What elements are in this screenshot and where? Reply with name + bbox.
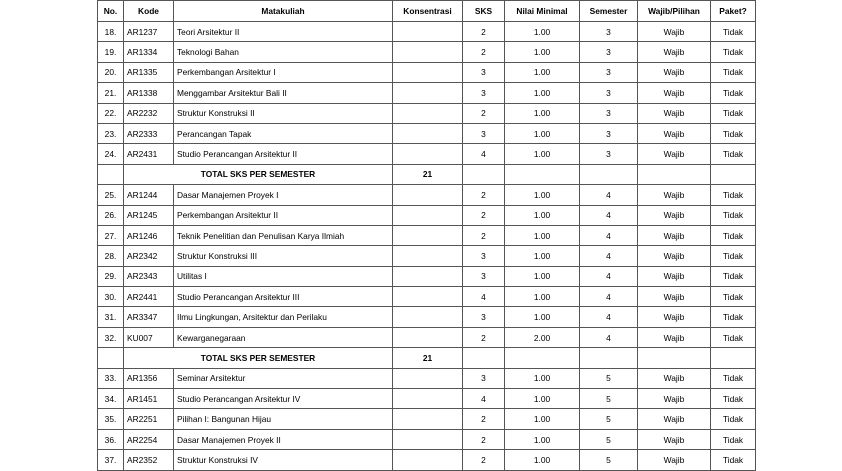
header-paket: Paket?	[711, 1, 756, 22]
cell-wajib-pilihan: Wajib	[638, 246, 711, 266]
cell-nilai-minimal: 1.00	[505, 450, 580, 470]
table-row	[98, 42, 756, 62]
cell-wajib-pilihan: Wajib	[638, 42, 711, 62]
cell-konsentrasi	[393, 246, 463, 266]
cell-matakuliah: Studio Perancangan Arsitektur II	[174, 144, 393, 164]
cell-no: 31.	[98, 307, 124, 327]
table-row	[98, 429, 756, 449]
cell-wajib-pilihan: Wajib	[638, 123, 711, 143]
cell-konsentrasi	[393, 389, 463, 409]
cell-kode: AR2343	[124, 266, 174, 286]
cell-matakuliah: Pilihan I: Bangunan Hijau	[174, 409, 393, 429]
cell-semester: 4	[580, 287, 638, 307]
cell-matakuliah: Struktur Konstruksi III	[174, 246, 393, 266]
cell-wajib-pilihan: Wajib	[638, 450, 711, 470]
cell-nilai-minimal: 1.00	[505, 246, 580, 266]
table-row	[98, 83, 756, 103]
cell-matakuliah: Kewarganegaraan	[174, 327, 393, 347]
cell-paket: Tidak	[711, 103, 756, 123]
course-table	[97, 0, 756, 471]
total-empty-cell	[463, 164, 505, 184]
total-empty-cell	[580, 348, 638, 368]
cell-paket: Tidak	[711, 185, 756, 205]
cell-paket: Tidak	[711, 22, 756, 42]
total-value: 21	[393, 348, 463, 368]
cell-konsentrasi	[393, 327, 463, 347]
cell-paket: Tidak	[711, 287, 756, 307]
header-semester: Semester	[580, 1, 638, 22]
cell-konsentrasi	[393, 307, 463, 327]
total-empty-cell	[580, 164, 638, 184]
cell-konsentrasi	[393, 450, 463, 470]
cell-sks: 3	[463, 62, 505, 82]
cell-wajib-pilihan: Wajib	[638, 144, 711, 164]
total-empty-cell	[505, 164, 580, 184]
total-row	[98, 348, 756, 368]
cell-kode: AR1334	[124, 42, 174, 62]
cell-wajib-pilihan: Wajib	[638, 62, 711, 82]
cell-nilai-minimal: 1.00	[505, 185, 580, 205]
cell-konsentrasi	[393, 287, 463, 307]
cell-paket: Tidak	[711, 307, 756, 327]
cell-sks: 3	[463, 368, 505, 388]
cell-kode: AR1335	[124, 62, 174, 82]
cell-nilai-minimal: 1.00	[505, 266, 580, 286]
header-konsentrasi: Konsentrasi	[393, 1, 463, 22]
cell-nilai-minimal: 1.00	[505, 205, 580, 225]
cell-matakuliah: Dasar Manajemen Proyek II	[174, 429, 393, 449]
cell-sks: 2	[463, 225, 505, 245]
cell-nilai-minimal: 1.00	[505, 389, 580, 409]
header-sks: SKS	[463, 1, 505, 22]
total-empty-cell	[638, 348, 711, 368]
cell-matakuliah: Utilitas I	[174, 266, 393, 286]
cell-matakuliah: Teori Arsitektur II	[174, 22, 393, 42]
cell-konsentrasi	[393, 185, 463, 205]
cell-no: 28.	[98, 246, 124, 266]
cell-paket: Tidak	[711, 450, 756, 470]
cell-sks: 3	[463, 83, 505, 103]
table-row	[98, 409, 756, 429]
cell-wajib-pilihan: Wajib	[638, 185, 711, 205]
cell-paket: Tidak	[711, 83, 756, 103]
total-empty-cell	[463, 348, 505, 368]
cell-wajib-pilihan: Wajib	[638, 307, 711, 327]
cell-semester: 4	[580, 266, 638, 286]
cell-no: 20.	[98, 62, 124, 82]
cell-wajib-pilihan: Wajib	[638, 266, 711, 286]
cell-wajib-pilihan: Wajib	[638, 22, 711, 42]
cell-wajib-pilihan: Wajib	[638, 409, 711, 429]
cell-semester: 3	[580, 144, 638, 164]
cell-semester: 3	[580, 42, 638, 62]
cell-semester: 4	[580, 327, 638, 347]
header-no: No.	[98, 1, 124, 22]
cell-sks: 3	[463, 123, 505, 143]
table-row	[98, 266, 756, 286]
cell-semester: 3	[580, 22, 638, 42]
cell-sks: 4	[463, 389, 505, 409]
cell-no: 36.	[98, 429, 124, 449]
cell-kode: AR2251	[124, 409, 174, 429]
cell-nilai-minimal: 1.00	[505, 409, 580, 429]
cell-sks: 2	[463, 450, 505, 470]
cell-paket: Tidak	[711, 389, 756, 409]
table-row	[98, 144, 756, 164]
total-empty-cell	[505, 348, 580, 368]
table-row	[98, 62, 756, 82]
cell-no: 26.	[98, 205, 124, 225]
total-label: TOTAL SKS PER SEMESTER	[124, 348, 393, 368]
table-row	[98, 389, 756, 409]
cell-sks: 2	[463, 185, 505, 205]
cell-semester: 3	[580, 62, 638, 82]
table-row	[98, 205, 756, 225]
cell-wajib-pilihan: Wajib	[638, 429, 711, 449]
cell-matakuliah: Ilmu Lingkungan, Arsitektur dan Perilaku	[174, 307, 393, 327]
cell-konsentrasi	[393, 225, 463, 245]
cell-sks: 2	[463, 327, 505, 347]
cell-semester: 4	[580, 205, 638, 225]
cell-semester: 5	[580, 368, 638, 388]
cell-matakuliah: Studio Perancangan Arsitektur IV	[174, 389, 393, 409]
total-empty-cell	[711, 164, 756, 184]
cell-nilai-minimal: 1.00	[505, 368, 580, 388]
cell-kode: AR1245	[124, 205, 174, 225]
cell-konsentrasi	[393, 368, 463, 388]
cell-paket: Tidak	[711, 266, 756, 286]
cell-konsentrasi	[393, 205, 463, 225]
cell-matakuliah: Menggambar Arsitektur Bali II	[174, 83, 393, 103]
cell-konsentrasi	[393, 83, 463, 103]
cell-paket: Tidak	[711, 327, 756, 347]
cell-konsentrasi	[393, 103, 463, 123]
cell-nilai-minimal: 2.00	[505, 327, 580, 347]
cell-kode: AR2333	[124, 123, 174, 143]
cell-kode: AR3347	[124, 307, 174, 327]
cell-no: 29.	[98, 266, 124, 286]
cell-wajib-pilihan: Wajib	[638, 368, 711, 388]
cell-semester: 5	[580, 409, 638, 429]
cell-kode: AR1237	[124, 22, 174, 42]
cell-matakuliah: Perancangan Tapak	[174, 123, 393, 143]
total-row	[98, 164, 756, 184]
cell-kode: AR1356	[124, 368, 174, 388]
cell-no: 24.	[98, 144, 124, 164]
cell-nilai-minimal: 1.00	[505, 123, 580, 143]
cell-nilai-minimal: 1.00	[505, 62, 580, 82]
cell-kode: AR1451	[124, 389, 174, 409]
cell-sks: 2	[463, 103, 505, 123]
cell-sks: 3	[463, 307, 505, 327]
cell-kode: AR2342	[124, 246, 174, 266]
cell-wajib-pilihan: Wajib	[638, 103, 711, 123]
cell-konsentrasi	[393, 22, 463, 42]
cell-semester: 4	[580, 307, 638, 327]
cell-konsentrasi	[393, 409, 463, 429]
cell-semester: 5	[580, 450, 638, 470]
cell-no: 30.	[98, 287, 124, 307]
total-no-cell	[98, 164, 124, 184]
cell-nilai-minimal: 1.00	[505, 144, 580, 164]
cell-no: 23.	[98, 123, 124, 143]
cell-kode: AR2232	[124, 103, 174, 123]
cell-sks: 2	[463, 42, 505, 62]
cell-sks: 3	[463, 246, 505, 266]
cell-no: 37.	[98, 450, 124, 470]
cell-sks: 2	[463, 409, 505, 429]
table-row	[98, 185, 756, 205]
header-matakuliah: Matakuliah	[174, 1, 393, 22]
cell-wajib-pilihan: Wajib	[638, 225, 711, 245]
table-row	[98, 246, 756, 266]
cell-matakuliah: Studio Perancangan Arsitektur III	[174, 287, 393, 307]
cell-nilai-minimal: 1.00	[505, 225, 580, 245]
cell-paket: Tidak	[711, 246, 756, 266]
cell-semester: 4	[580, 185, 638, 205]
cell-semester: 4	[580, 246, 638, 266]
cell-matakuliah: Struktur Konstruksi IV	[174, 450, 393, 470]
cell-kode: AR1246	[124, 225, 174, 245]
cell-semester: 3	[580, 103, 638, 123]
header-kode: Kode	[124, 1, 174, 22]
header-nilai-minimal: Nilai Minimal	[505, 1, 580, 22]
cell-paket: Tidak	[711, 409, 756, 429]
cell-no: 19.	[98, 42, 124, 62]
cell-matakuliah: Seminar Arsitektur	[174, 368, 393, 388]
header-row	[98, 1, 756, 22]
cell-matakuliah: Teknologi Bahan	[174, 42, 393, 62]
table-body	[98, 22, 756, 471]
cell-matakuliah: Dasar Manajemen Proyek I	[174, 185, 393, 205]
cell-semester: 3	[580, 83, 638, 103]
cell-no: 27.	[98, 225, 124, 245]
table-row	[98, 368, 756, 388]
cell-nilai-minimal: 1.00	[505, 42, 580, 62]
cell-konsentrasi	[393, 266, 463, 286]
cell-nilai-minimal: 1.00	[505, 287, 580, 307]
cell-no: 18.	[98, 22, 124, 42]
cell-semester: 4	[580, 225, 638, 245]
total-value: 21	[393, 164, 463, 184]
cell-matakuliah: Struktur Konstruksi II	[174, 103, 393, 123]
cell-nilai-minimal: 1.00	[505, 83, 580, 103]
cell-no: 35.	[98, 409, 124, 429]
table-row	[98, 287, 756, 307]
cell-kode: AR2352	[124, 450, 174, 470]
cell-konsentrasi	[393, 123, 463, 143]
cell-semester: 3	[580, 123, 638, 143]
cell-wajib-pilihan: Wajib	[638, 205, 711, 225]
cell-paket: Tidak	[711, 123, 756, 143]
cell-nilai-minimal: 1.00	[505, 22, 580, 42]
cell-paket: Tidak	[711, 368, 756, 388]
cell-sks: 4	[463, 287, 505, 307]
cell-semester: 5	[580, 429, 638, 449]
cell-kode: AR2431	[124, 144, 174, 164]
cell-no: 32.	[98, 327, 124, 347]
cell-nilai-minimal: 1.00	[505, 307, 580, 327]
total-empty-cell	[711, 348, 756, 368]
cell-no: 33.	[98, 368, 124, 388]
cell-wajib-pilihan: Wajib	[638, 327, 711, 347]
table-row	[98, 103, 756, 123]
cell-kode: AR2441	[124, 287, 174, 307]
cell-wajib-pilihan: Wajib	[638, 83, 711, 103]
table-row	[98, 22, 756, 42]
cell-nilai-minimal: 1.00	[505, 103, 580, 123]
cell-kode: AR1338	[124, 83, 174, 103]
cell-paket: Tidak	[711, 62, 756, 82]
cell-paket: Tidak	[711, 205, 756, 225]
total-empty-cell	[638, 164, 711, 184]
cell-paket: Tidak	[711, 429, 756, 449]
cell-semester: 5	[580, 389, 638, 409]
header-wajib-pilihan: Wajib/Pilihan	[638, 1, 711, 22]
cell-kode: KU007	[124, 327, 174, 347]
cell-paket: Tidak	[711, 144, 756, 164]
cell-konsentrasi	[393, 429, 463, 449]
cell-paket: Tidak	[711, 225, 756, 245]
table-row	[98, 450, 756, 470]
cell-sks: 2	[463, 429, 505, 449]
cell-no: 22.	[98, 103, 124, 123]
table-row	[98, 307, 756, 327]
cell-paket: Tidak	[711, 42, 756, 62]
cell-no: 34.	[98, 389, 124, 409]
total-label: TOTAL SKS PER SEMESTER	[124, 164, 393, 184]
cell-sks: 3	[463, 266, 505, 286]
cell-no: 25.	[98, 185, 124, 205]
total-no-cell	[98, 348, 124, 368]
cell-konsentrasi	[393, 144, 463, 164]
cell-wajib-pilihan: Wajib	[638, 389, 711, 409]
cell-matakuliah: Perkembangan Arsitektur I	[174, 62, 393, 82]
table-row	[98, 327, 756, 347]
cell-sks: 2	[463, 22, 505, 42]
cell-kode: AR2254	[124, 429, 174, 449]
cell-sks: 2	[463, 205, 505, 225]
cell-nilai-minimal: 1.00	[505, 429, 580, 449]
cell-konsentrasi	[393, 62, 463, 82]
cell-matakuliah: Teknik Penelitian dan Penulisan Karya Ilmiah	[174, 225, 393, 245]
table-row	[98, 225, 756, 245]
cell-wajib-pilihan: Wajib	[638, 287, 711, 307]
cell-no: 21.	[98, 83, 124, 103]
cell-matakuliah: Perkembangan Arsitektur II	[174, 205, 393, 225]
table-row	[98, 123, 756, 143]
cell-kode: AR1244	[124, 185, 174, 205]
cell-sks: 4	[463, 144, 505, 164]
cell-konsentrasi	[393, 42, 463, 62]
